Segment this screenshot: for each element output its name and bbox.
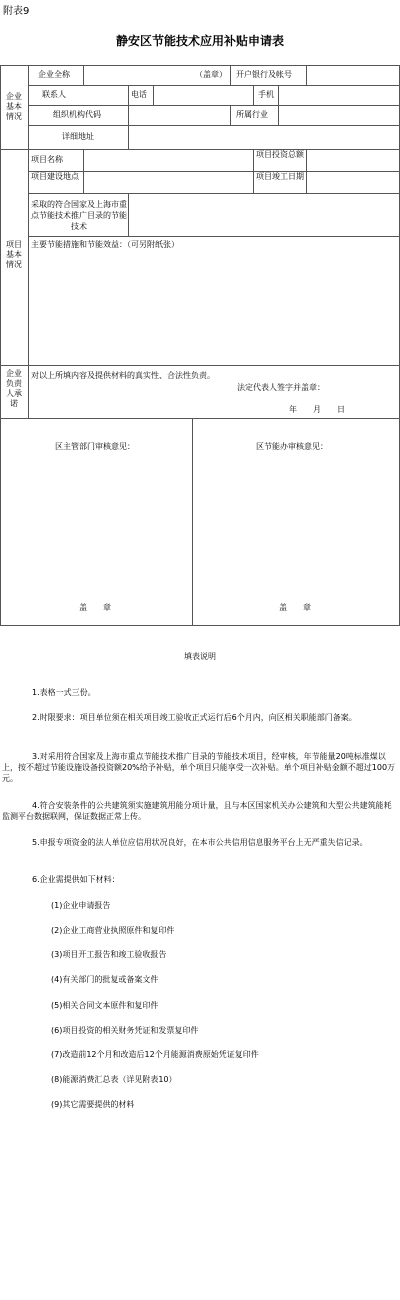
- instruction-item: 1.表格一式三份。: [32, 688, 96, 697]
- energy-tech-field[interactable]: [129, 194, 399, 236]
- measures-label: 主要节能措施和节能效益：（可另附纸张）: [31, 240, 179, 249]
- company-name-field[interactable]: [84, 66, 192, 85]
- bank-account-label: 开户银行及帐号: [236, 70, 292, 79]
- material-item: (6)项目投资的相关财务凭证和发票复印件: [51, 1026, 199, 1035]
- industry-label: 所属行业: [236, 110, 268, 119]
- energy-office-review-field[interactable]: [194, 455, 398, 595]
- project-location-label: 项目建设地点: [31, 172, 79, 181]
- material-item: (1)企业申请报告: [51, 901, 111, 910]
- company-name-label: 企业全称: [38, 70, 70, 79]
- address-field[interactable]: [129, 126, 399, 149]
- seal-note: （盖章）: [195, 70, 227, 79]
- material-item: (3)项目开工报告和竣工验收报告: [51, 950, 167, 959]
- contact-person-label: 联系人: [42, 90, 66, 99]
- instruction-item: 6.企业需提供如下材料：: [32, 875, 120, 884]
- annex-label: 附表9: [3, 6, 30, 17]
- instructions-title: 填表说明: [184, 652, 216, 661]
- phone-field[interactable]: [154, 86, 253, 105]
- dept-stamp: 盖 章: [79, 603, 111, 612]
- instruction-item: 2.时限要求：项目单位须在相关项目竣工验收正式运行后6个月内，向区相关职能部门备案。: [32, 713, 357, 722]
- energy-office-review-label: 区节能办审核意见：: [256, 442, 328, 451]
- dept-review-field[interactable]: [2, 455, 190, 595]
- material-item: (8)能源消费汇总表（详见附表10）: [51, 1075, 177, 1084]
- material-item: (2)企业工商营业执照原件和复印件: [51, 926, 175, 935]
- energy-office-stamp: 盖 章: [279, 603, 311, 612]
- contact-person-field[interactable]: [84, 86, 128, 105]
- total-investment-field[interactable]: [307, 150, 399, 171]
- legal-rep-signature-label: 法定代表人签字并盖章：: [237, 383, 325, 392]
- bank-account-field[interactable]: [307, 66, 399, 85]
- material-item: (5)相关合同文本原件和复印件: [51, 1001, 159, 1010]
- instruction-item: 5.申报专项资金的法人单位应信用状况良好，在本市公共信用信息服务平台上无严重失信记录。: [32, 838, 368, 847]
- mobile-label: 手机: [258, 90, 274, 99]
- project-location-field[interactable]: [84, 172, 253, 193]
- material-item: (7)改造前12个月和改造后12个月能源消费原始凭证复印件: [51, 1050, 259, 1059]
- measures-field[interactable]: [29, 252, 399, 364]
- completion-date-field[interactable]: [307, 172, 399, 193]
- material-item: (9)其它需要提供的材料: [51, 1100, 135, 1109]
- commitment-date: 年 月 日: [289, 405, 345, 414]
- project-name-field[interactable]: [84, 150, 253, 171]
- material-item: (4)有关部门的批复或备案文件: [51, 975, 159, 984]
- commitment-section-label: 企业负责人承诺: [6, 369, 22, 408]
- total-investment-label: 项目投资总额: [256, 150, 304, 159]
- address-label: 详细地址: [62, 132, 94, 141]
- project-section-label: 项目基本情况: [6, 240, 22, 269]
- instruction-item: 3.对采用符合国家及上海市重点节能技术推广目录的节能技术项目，经审核，年节能量20吨标准煤以上，按不超过节能设施设备投资额20%给予补贴，单个项目只能享受一次补贴。单个项目补贴金额不超过100万元。: [2, 752, 396, 783]
- org-code-field[interactable]: [129, 106, 230, 125]
- instruction-item: 4.符合安装条件的公共建筑须实施建筑用能分项计量，且与本区国家机关办公建筑和大型公共建筑能耗监测平台数据联网，保证数据正常上传。: [2, 801, 392, 821]
- completion-date-label: 项目竣工日期: [256, 172, 304, 181]
- energy-tech-label: 采取的符合国家及上海市重点节能技术推广目录的节能技术: [31, 200, 127, 231]
- org-code-label: 组织机构代码: [53, 110, 101, 119]
- industry-field[interactable]: [279, 106, 399, 125]
- page-title: 静安区节能技术应用补贴申请表: [115, 34, 284, 48]
- project-name-label: 项目名称: [31, 155, 63, 164]
- phone-label: 电话: [131, 90, 147, 99]
- enterprise-section-label: 企业基本情况: [6, 92, 22, 121]
- commitment-text: 对以上所填内容及提供材料的真实性、合法性负责。: [31, 371, 215, 380]
- dept-review-label: 区主管部门审核意见：: [55, 442, 135, 451]
- mobile-field[interactable]: [279, 86, 399, 105]
